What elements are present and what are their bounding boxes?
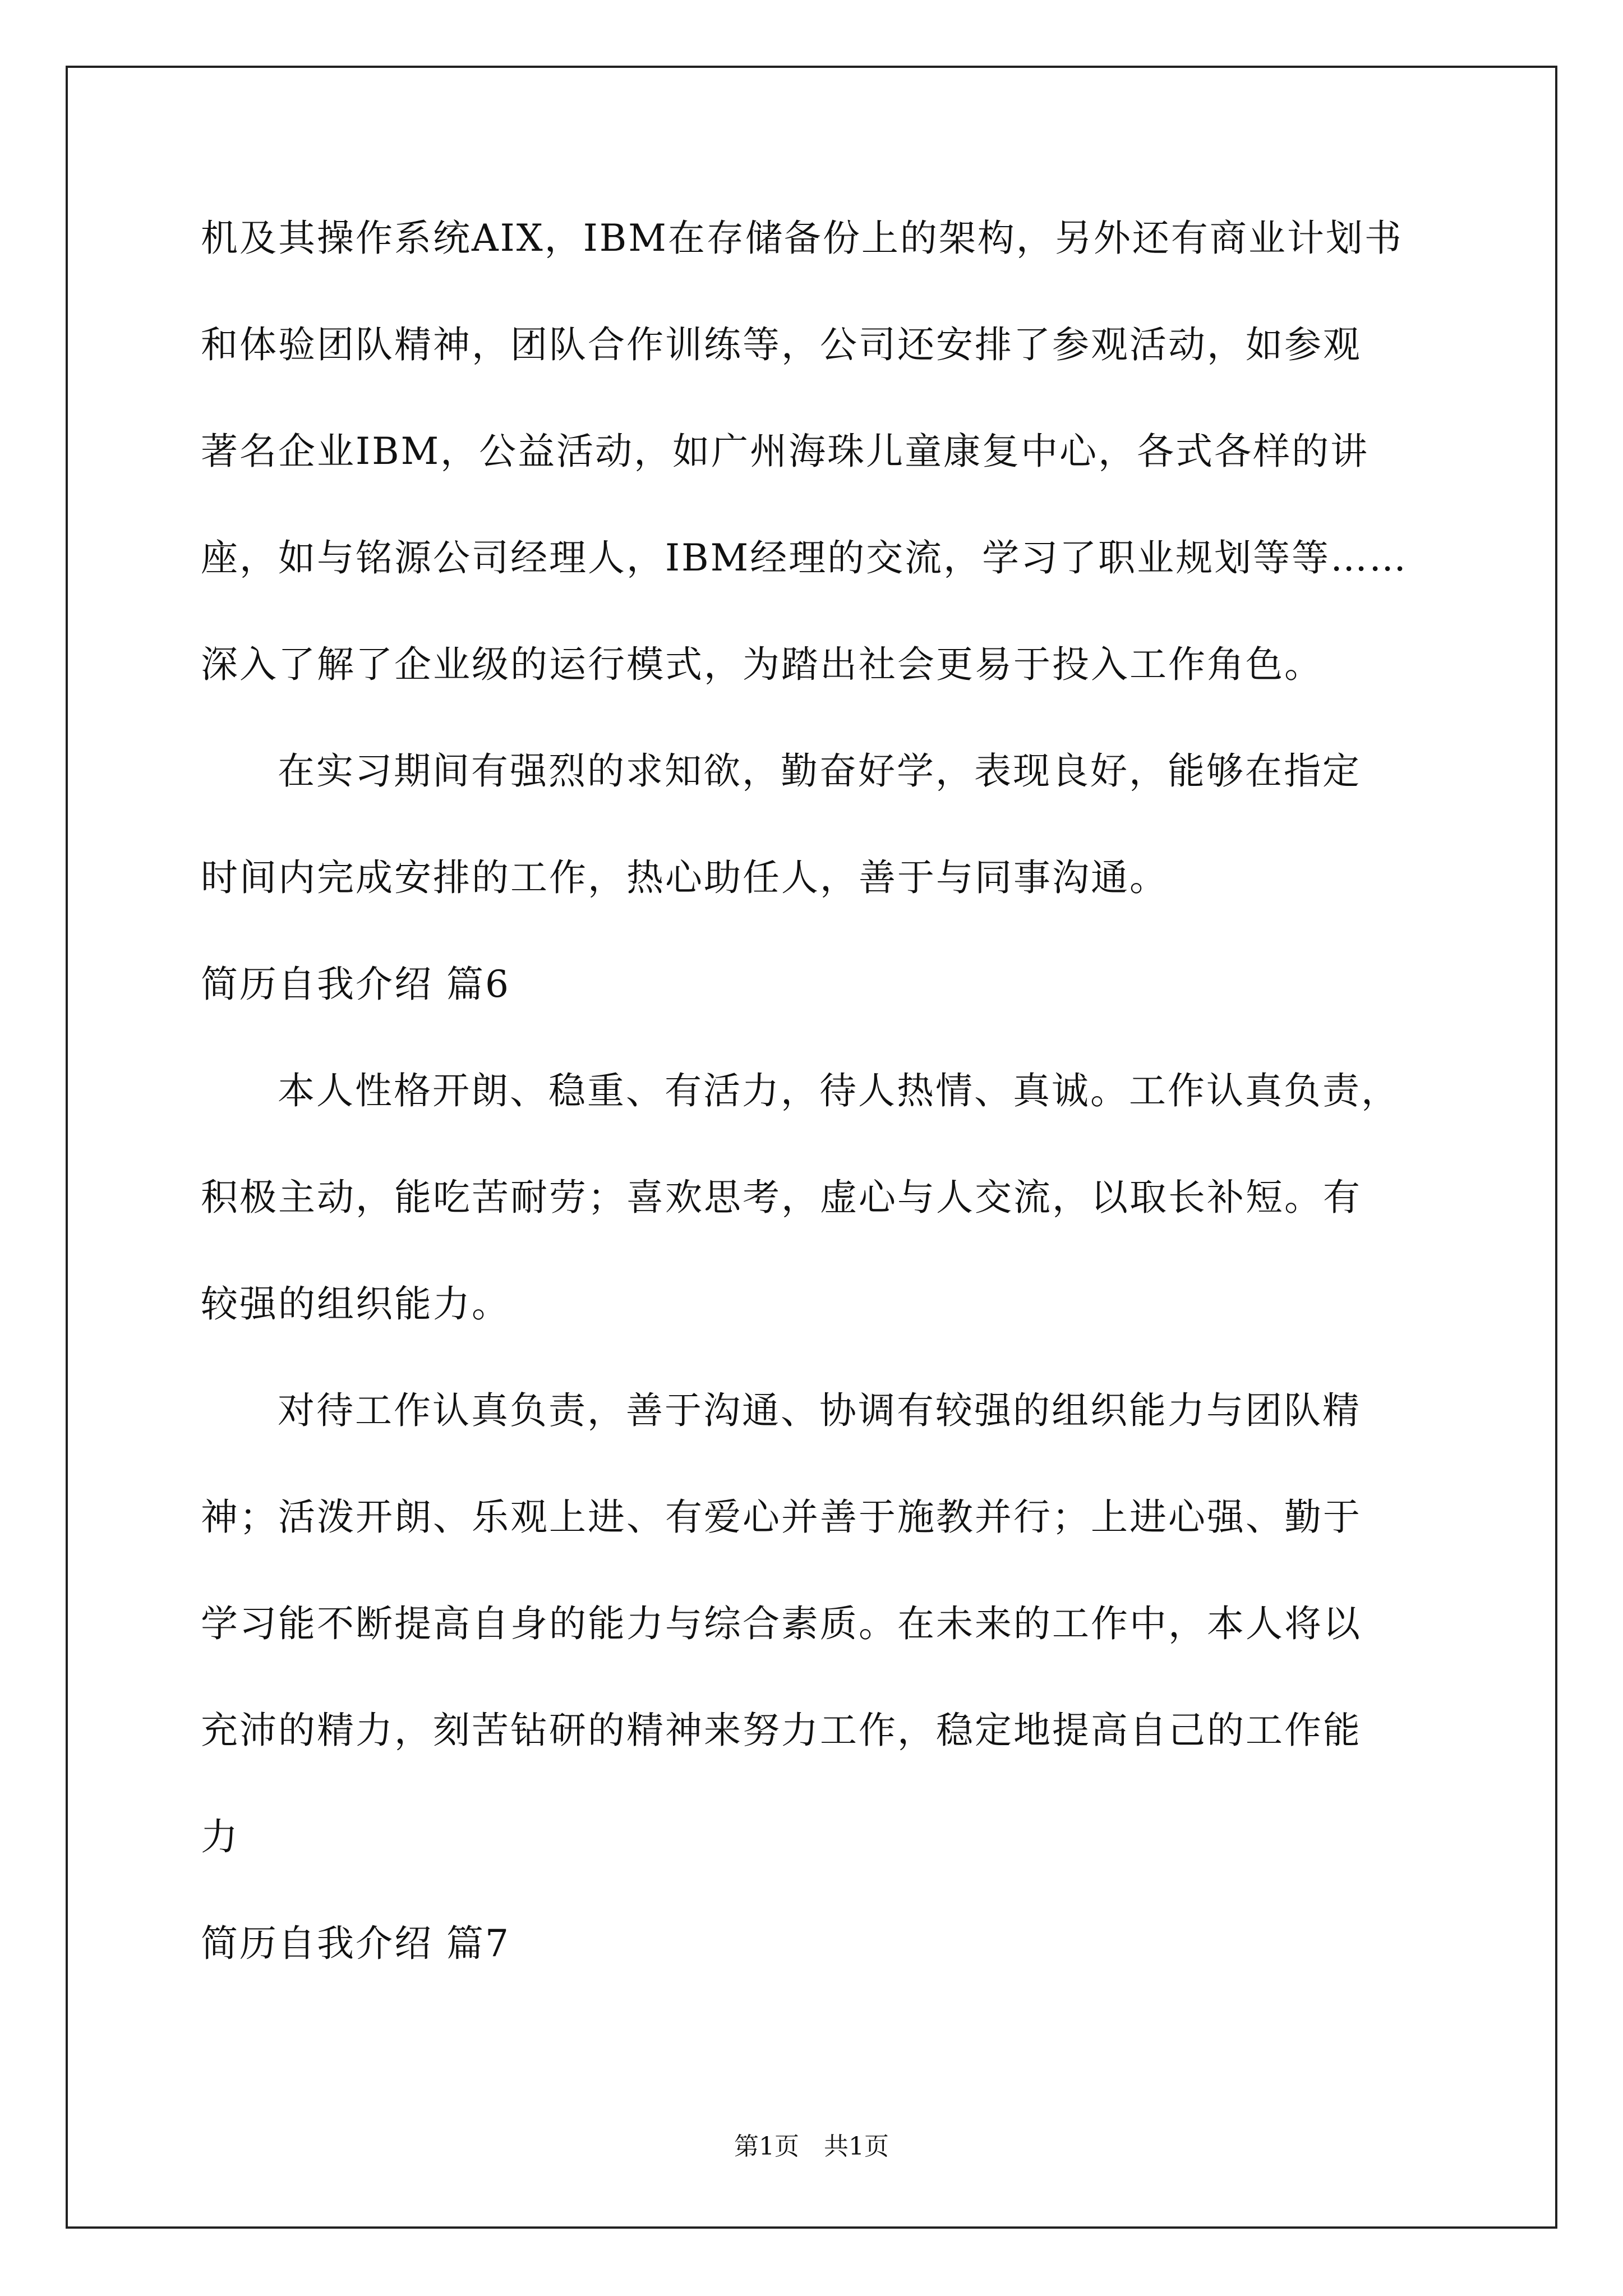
paragraph-start-line: 本人性格开朗、稳重、有活力，待人热情、真诚。工作认真负责， [278,1069,1400,1112]
text-line-1: 机及其操作系统AIX，IBM在存储备份上的架构，另外还有商业计划书 [201,217,1403,260]
text-line-3: 著名企业IBM，公益活动，如广州海珠儿童康复中心，各式各样的讲 [201,430,1370,473]
text-line-5: 深入了解了企业级的运行模式，为踏出社会更易于投入工作角色。 [201,643,1323,686]
text-line-10: 积极主动，能吃苦耐劳；喜欢思考，虚心与人交流，以取长补短。有 [201,1176,1362,1219]
text-line-13: 神；活泼开朗、乐观上进、有爱心并善于施教并行；上进心强、勤于 [201,1496,1362,1539]
page-border [66,66,1557,2229]
text-line-7: 时间内完成安排的工作，热心助任人，善于与同事沟通。 [201,856,1168,899]
paragraph-start-line: 在实习期间有强烈的求知欲，勤奋好学，表现良好，能够在指定 [278,749,1361,793]
section-heading-7: 简历自我介绍 篇7 [201,1922,510,1965]
section-heading-6: 简历自我介绍 篇6 [201,963,510,1006]
paragraph-start-line: 对待工作认真负责，善于沟通、协调有较强的组织能力与团队精 [278,1389,1361,1432]
text-line-4: 座，如与铭源公司经理人，IBM经理的交流，学习了职业规划等等…… [201,536,1408,579]
text-line-15: 充沛的精力，刻苦钻研的精神来努力工作，稳定地提高自己的工作能 [201,1709,1362,1752]
text-line-2: 和体验团队精神，团队合作训练等，公司还安排了参观活动，如参观 [201,323,1362,366]
text-line-16: 力 [201,1815,239,1858]
text-line-14: 学习能不断提高自身的能力与综合素质。在未来的工作中，本人将以 [201,1602,1362,1645]
page-footer: 第1页 共1页 [734,2132,889,2161]
text-line-11: 较强的组织能力。 [201,1282,510,1326]
